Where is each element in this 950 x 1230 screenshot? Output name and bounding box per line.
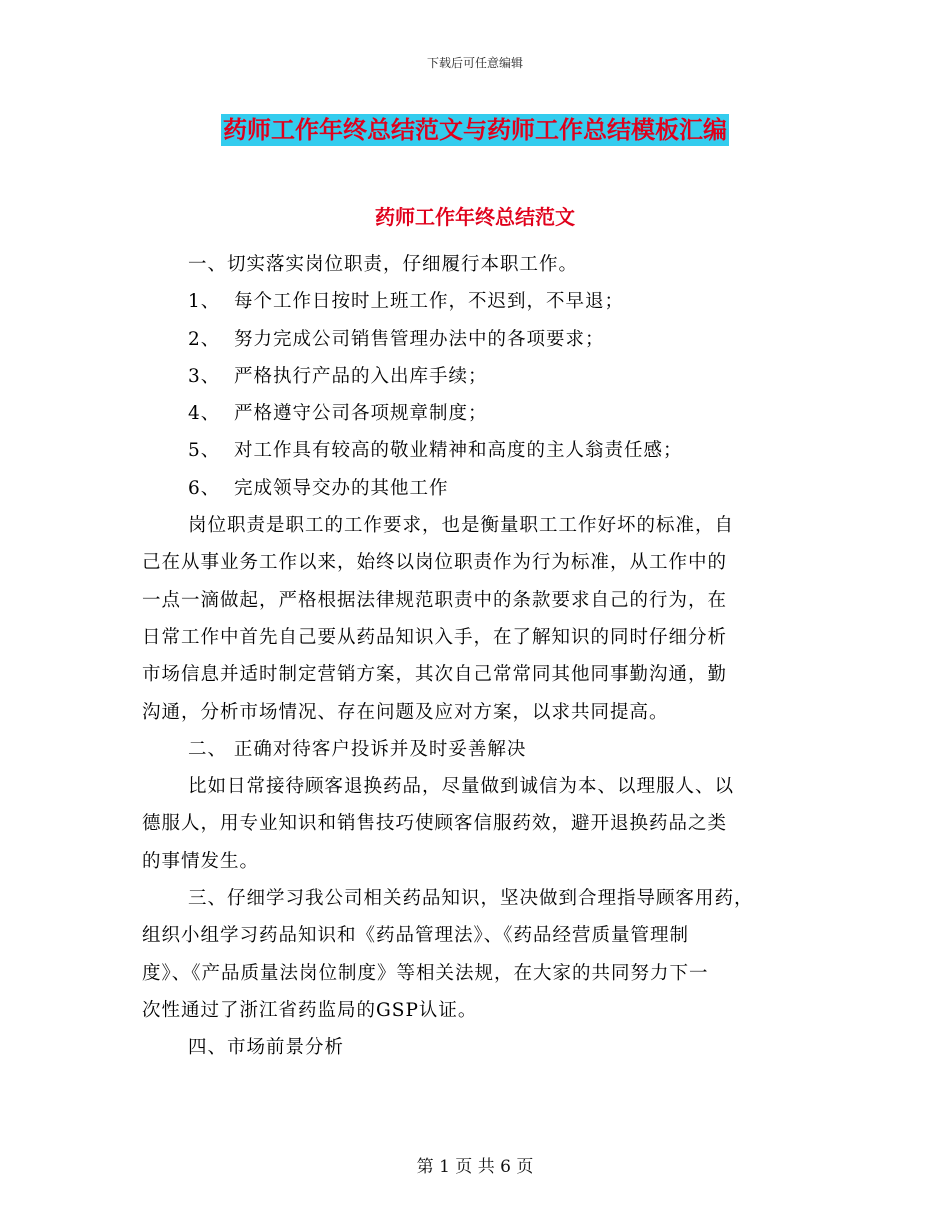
list-item-text: 严格执行产品的入出库手续；	[234, 365, 488, 387]
list-item	[142, 283, 812, 320]
list-item-number: 3、	[188, 365, 221, 387]
document-title: 药师工作年终总结范文与药师工作总结模板汇编	[223, 116, 727, 144]
paragraph-line: 日常工作中首先自己要从药品知识入手，在了解知识的同时仔细分析	[142, 626, 728, 648]
list-item	[142, 432, 812, 469]
list-item-number: 1、	[188, 291, 221, 313]
body-text	[142, 246, 812, 1067]
section2-heading: 二、 正确对待客户投诉并及时妥善解决	[188, 738, 527, 760]
header-note: 下载后可任意编辑	[426, 56, 523, 70]
list-item	[142, 358, 812, 395]
paragraph-line: 己在从事业务工作以来，始终以岗位职责作为行为标准，从工作中的	[142, 552, 728, 574]
paragraph-line: 的事情发生。	[142, 850, 260, 872]
list-item-text: 每个工作日按时上班工作，不迟到，不早退；	[234, 291, 625, 313]
section1-heading: 一、切实落实岗位职责，仔细履行本职工作。	[188, 254, 579, 275]
list-item-text: 努力完成公司销售管理办法中的各项要求；	[234, 328, 605, 350]
paragraph-line: 一点一滴做起，严格根据法律规范职责中的条款要求自己的行为，在	[142, 589, 728, 611]
paragraph-line: 次性通过了浙江省药监局的GSP认证。	[142, 999, 478, 1021]
list-item	[142, 470, 812, 507]
paragraph-line: 组织小组学习药品知识和《药品管理法》、《药品经营质量管理制	[142, 925, 690, 947]
paragraph-line: 沟通，分析市场情况、存在问题及应对方案，以求共同提高。	[142, 701, 669, 723]
list-item-number: 5、	[188, 440, 221, 462]
section4-heading: 四、市场前景分析	[188, 1037, 345, 1059]
paragraph-line: 比如日常接待顾客退换药品，尽量做到诚信为本、以理服人、以	[188, 776, 735, 798]
paragraph-line: 市场信息并适时制定营销方案，其次自己常常同其他同事勤沟通，勤	[142, 664, 728, 686]
page-footer: 第 1 页 共 6 页	[416, 1157, 534, 1177]
list-item-number: 6、	[188, 477, 221, 499]
list-item-number: 4、	[188, 403, 221, 425]
list-item-text: 严格遵守公司各项规章制度；	[234, 403, 488, 425]
paragraph-line: 岗位职责是职工的工作要求，也是衡量职工工作好坏的标准，自	[188, 515, 735, 537]
paragraph-line: 度》、《产品质量法岗位制度》等相关法规，在大家的共同努力下一	[142, 962, 709, 984]
list-item	[142, 395, 812, 432]
list-item	[142, 321, 812, 358]
list-item-text: 对工作具有较高的敬业精神和高度的主人翁责任感；	[234, 440, 683, 462]
paragraph-line: 德服人，用专业知识和销售技巧使顾客信服药效，避开退换药品之类	[142, 813, 728, 835]
list-item-number: 2、	[188, 328, 221, 350]
list-item-text: 完成领导交办的其他工作	[234, 477, 449, 499]
paragraph-line: 三、仔细学习我公司相关药品知识，坚决做到合理指导顾客用药，	[188, 888, 754, 910]
section-title: 药师工作年终总结范文	[375, 205, 575, 229]
